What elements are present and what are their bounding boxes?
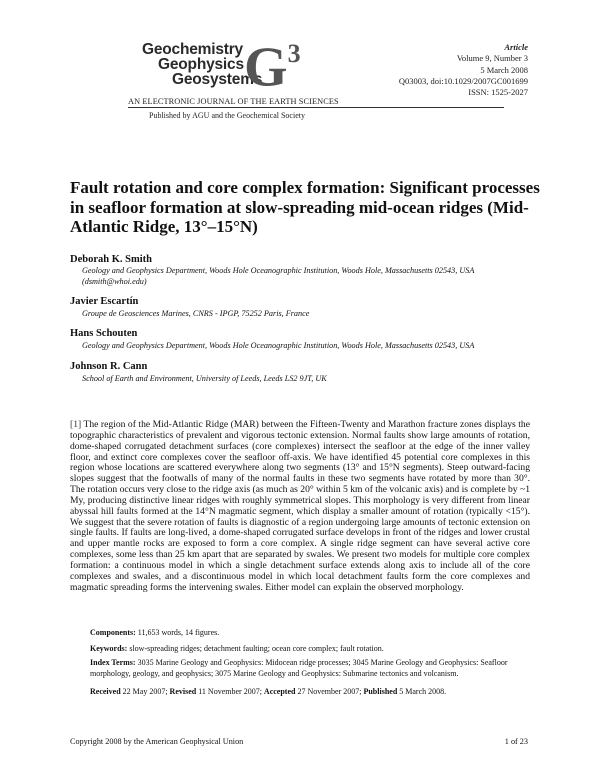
received-date: 22 May 2007; (122, 687, 168, 696)
article-type: Article (504, 42, 528, 52)
author-affiliation: Geology and Geophysics Department, Woods Hole Oceanographic Institution, Woods Hole, Massachusetts 02543, USA (82, 341, 475, 350)
page-number: 1 of 23 (504, 737, 528, 746)
journal-name-line3: Geosystems (172, 71, 263, 88)
article-meta (399, 42, 528, 98)
author-affiliation: Groupe de Geosciences Marines, CNRS - IPGP, 75252 Paris, France (82, 309, 310, 318)
published-date: 5 March 2008. (399, 687, 447, 696)
paper-title: Fault rotation and core complex formation: Significant processes in seafloor formation at slow-spreading mid-ocean ridges (Mid-Atlantic Ridge, 13°–15°N) (70, 178, 540, 236)
author-email[interactable]: (dsmith@whoi.edu) (82, 276, 147, 286)
keywords-value: slow-spreading ridges; detachment faulting; ocean core complex; fault rotation. (129, 644, 384, 653)
ejournal-tagline: AN ELECTRONIC JOURNAL OF THE EARTH SCIENCES (128, 97, 339, 106)
publisher-line: Published by AGU and the Geochemical Society (149, 111, 305, 120)
revised-label: Revised (169, 687, 197, 696)
keywords-line (90, 644, 530, 655)
issn: ISSN: 1525-2027 (468, 87, 528, 98)
author-name: Johnson R. Cann (70, 361, 148, 372)
paragraph-number: [1] (70, 419, 82, 430)
doi[interactable]: Q03003, doi:10.1029/2007GC001699 (398, 75, 528, 86)
publication-date: 5 March 2008 (480, 64, 528, 75)
components-line (90, 628, 530, 639)
index-terms-value: 3035 Marine Geology and Geophysics: Midocean ridge processes; 3045 Marine Geology and Geophysics: Seafloor morphology, geology, and geophysics; 3075 Marine Geology and Geophysics: Submarine tectonics and volcanism. (90, 658, 508, 678)
logo-exponent: 3 (287, 39, 301, 68)
logo-g: G (244, 36, 288, 99)
keywords-label: Keywords: (90, 644, 128, 653)
components-value: 11,653 words, 14 figures. (137, 628, 220, 637)
revised-date: 11 November 2007; (198, 687, 262, 696)
author-affiliation: School of Earth and Environment, University of Leeds, Leeds LS2 9JT, UK (82, 374, 327, 383)
journal-name-line1: Geochemistry (142, 41, 243, 58)
abstract (70, 420, 530, 594)
author-name: Javier Escartín (70, 296, 139, 307)
received-label: Received (90, 687, 121, 696)
accepted-date: 27 November 2007; (297, 687, 362, 696)
header-divider (128, 107, 504, 108)
index-terms-line (90, 658, 530, 679)
published-label: Published (363, 687, 398, 696)
copyright: Copyright 2008 by the American Geophysical Union (70, 737, 244, 746)
author-name: Hans Schouten (70, 328, 138, 339)
author-affiliation (82, 266, 542, 287)
accepted-label: Accepted (263, 687, 296, 696)
abstract-text: The region of the Mid-Atlantic Ridge (MAR) between the Fifteen-Twenty and Marathon fracture zones displays the topographic characteristics of prevalent and vigorous tectonic extension. Normal faults show large amounts of rotation, dome-shaped corrugated detachment surfaces (core complexes) intersect the seafloor at the edge of the inner valley floor, and extinct core complexes cover the seafloor off-axis. We have identified 45 potential core complexes in this region whose locations are scattered everywhere along two segments (13° and 15°N segments). Steep outward-facing slopes suggest that the footwalls of many of the normal faults in these two segments have rotated by more than 30°. The rotation occurs very close to the ridge axis (as much as 20° within 5 km of the volcanic axis) and is complete by ~1 My, producing distinctive linear ridges with roughly symmetrical slopes. This morphology is very different from linear abyssal hill faults formed at the 14°N magmatic segment, which display a smaller amount of rotation (typically <15°). We suggest that the severe rotation of faults is diagnostic of a region undergoing large amounts of tectonic extension on single faults. If faults are long-lived, a dome-shaped corrugated surface develops in front of the ridges and lower crustal and upper mantle rocks are exposed to form a core complex. A single ridge segment can have several active core complexes, some less than 25 km apart that are separated by swales. We present two models for multiple core complex formation: a continuous model in which a single detachment surface extends along axis to include all of the core complexes and swales, and a discontinuous model in which local detachment faults form the core complexes and magmatic spreading forms the intervening swales. Either model can explain the observed morphology. (70, 419, 530, 593)
index-terms-label: Index Terms: (90, 658, 136, 667)
author-name: Deborah K. Smith (70, 254, 152, 265)
affiliation-text: Geology and Geophysics Department, Woods Hole Oceanographic Institution, Woods Hole, Massachusetts 02543, USA (82, 266, 475, 275)
history-line (90, 687, 530, 698)
g3-logo-mark (244, 30, 301, 99)
journal-name-line2: Geophysics (158, 56, 244, 73)
volume-number: Volume 9, Number 3 (456, 53, 528, 64)
components-label: Components: (90, 628, 136, 637)
